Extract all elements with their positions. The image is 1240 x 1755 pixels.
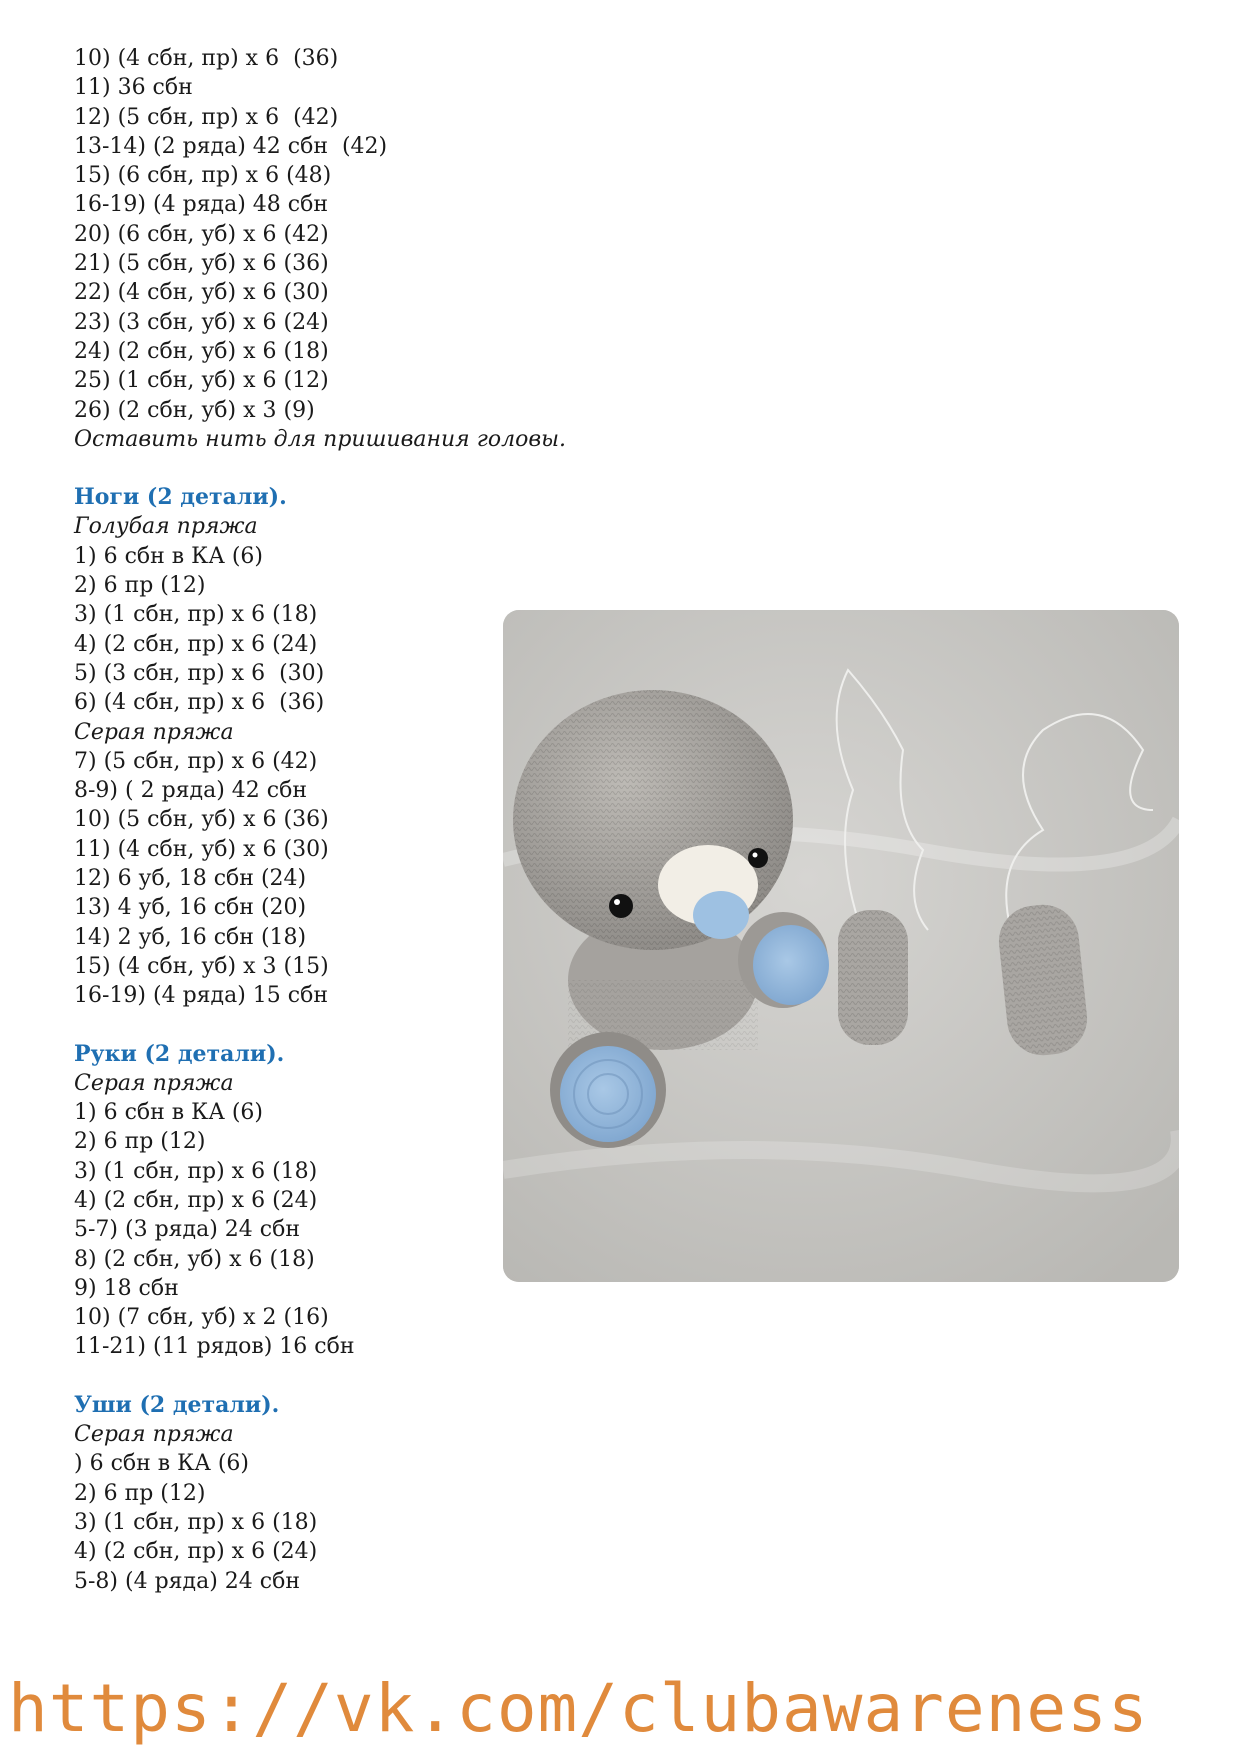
yarn-note: Серая пряжа bbox=[74, 719, 234, 745]
pattern-row: 11) (4 сбн, уб) х 6 (30) bbox=[74, 836, 329, 862]
yarn-note: Серая пряжа bbox=[74, 1070, 234, 1096]
pattern-row: 21) (5 сбн, уб) х 6 (36) bbox=[74, 251, 329, 277]
pattern-row: 2) 6 пр (12) bbox=[74, 1480, 206, 1506]
pattern-row: 15) (4 сбн, уб) х 3 (15) bbox=[74, 953, 329, 979]
ears-section bbox=[74, 1391, 514, 1596]
arms-section bbox=[74, 1040, 514, 1362]
pattern-row: 3) (1 сбн, пр) х 6 (18) bbox=[74, 1158, 318, 1184]
pattern-row: 3) (1 сбн, пр) х 6 (18) bbox=[74, 602, 318, 628]
pattern-row: 24) (2 сбн, уб) х 6 (18) bbox=[74, 338, 329, 364]
footer-url: https://vk.com/clubawareness bbox=[8, 1670, 1149, 1747]
pattern-row: 8) (2 сбн, уб) х 6 (18) bbox=[74, 1246, 315, 1272]
pattern-row: 7) (5 сбн, пр) х 6 (42) bbox=[74, 748, 318, 774]
pattern-row: 1) 6 сбн в КА (6) bbox=[74, 1100, 264, 1126]
legs-section bbox=[74, 483, 514, 1010]
pattern-row: 15) (6 сбн, пр) х 6 (48) bbox=[74, 163, 332, 189]
pattern-row: 10) (4 сбн, пр) х 6 (36) bbox=[74, 46, 339, 71]
pattern-row: 10) (7 сбн, уб) х 2 (16) bbox=[74, 1305, 329, 1331]
legs-heading: Ноги (2 детали). bbox=[74, 484, 287, 511]
pattern-row: ) 6 сбн в КА (6) bbox=[74, 1451, 250, 1477]
pattern-row: 11-21) (11 рядов) 16 сбн bbox=[74, 1334, 355, 1360]
pattern-row: 5-7) (3 ряда) 24 сбн bbox=[74, 1217, 300, 1243]
arms-heading: Руки (2 детали). bbox=[74, 1040, 285, 1067]
pattern-row: 3) (1 сбн, пр) х 6 (18) bbox=[74, 1509, 318, 1535]
pattern-row: 5) (3 сбн, пр) х 6 (30) bbox=[74, 660, 325, 686]
head-rows bbox=[74, 44, 567, 454]
yarn-note: Серая пряжа bbox=[74, 1422, 234, 1448]
pattern-row: 5-8) (4 ряда) 24 сбн bbox=[74, 1568, 300, 1594]
pattern-row: 12) 6 уб, 18 сбн (24) bbox=[74, 866, 307, 892]
pattern-row: 16-19) (4 ряда) 15 сбн bbox=[74, 983, 328, 1009]
pattern-text-column bbox=[74, 44, 567, 1596]
amigurumi-photo bbox=[503, 610, 1179, 1282]
pattern-row: 11) 36 сбн bbox=[74, 75, 193, 101]
pattern-row: 10) (5 сбн, уб) х 6 (36) bbox=[74, 807, 329, 833]
pattern-row: 14) 2 уб, 16 сбн (18) bbox=[74, 924, 307, 950]
pattern-row: 13) 4 уб, 16 сбн (20) bbox=[74, 895, 307, 921]
ears-heading: Уши (2 детали). bbox=[74, 1391, 280, 1418]
pattern-row: 4) (2 сбн, пр) х 6 (24) bbox=[74, 631, 318, 657]
pattern-row: 16-19) (4 ряда) 48 сбн bbox=[74, 192, 328, 218]
pattern-row: 8-9) ( 2 ряда) 42 сбн bbox=[74, 778, 307, 804]
pattern-row: 1) 6 сбн в КА (6) bbox=[74, 543, 264, 569]
pattern-row: 26) (2 сбн, уб) х 3 (9) bbox=[74, 397, 315, 423]
pattern-row: 6) (4 сбн, пр) х 6 (36) bbox=[74, 690, 325, 716]
pattern-row: 4) (2 сбн, пр) х 6 (24) bbox=[74, 1539, 318, 1565]
pattern-row: 22) (4 сбн, уб) х 6 (30) bbox=[74, 280, 329, 306]
pattern-row: 4) (2 сбн, пр) х 6 (24) bbox=[74, 1187, 318, 1213]
pattern-row: 2) 6 пр (12) bbox=[74, 573, 206, 599]
pattern-row: 9) 18 сбн bbox=[74, 1275, 179, 1301]
pattern-row: 23) (3 сбн, уб) х 6 (24) bbox=[74, 309, 329, 335]
yarn-note: Голубая пряжа bbox=[74, 514, 258, 540]
pattern-row: 13-14) (2 ряда) 42 сбн (42) bbox=[74, 133, 388, 159]
pattern-row: 12) (5 сбн, пр) х 6 (42) bbox=[74, 104, 339, 130]
pattern-row: 20) (6 сбн, уб) х 6 (42) bbox=[74, 221, 329, 247]
head-note: Оставить нить для пришивания головы. bbox=[74, 426, 567, 452]
pattern-row: 25) (1 сбн, уб) х 6 (12) bbox=[74, 368, 329, 394]
pattern-row: 2) 6 пр (12) bbox=[74, 1129, 206, 1155]
